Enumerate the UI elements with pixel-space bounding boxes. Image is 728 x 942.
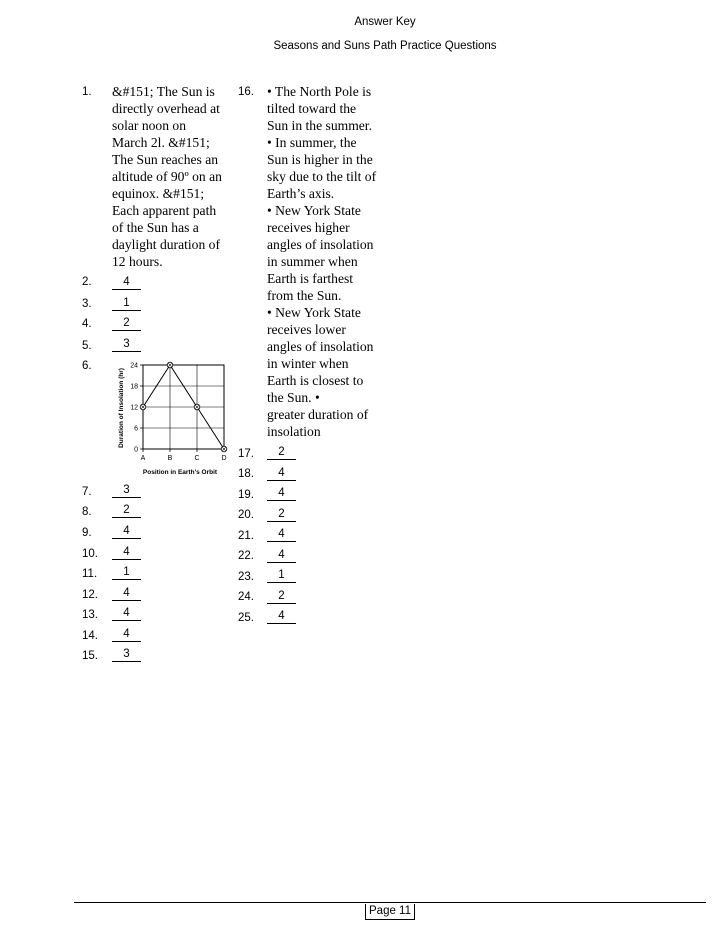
answer-14: 4 xyxy=(112,628,141,642)
q16-line: in summer when xyxy=(267,254,358,269)
chart-point xyxy=(221,446,227,452)
q16-line: receives higher xyxy=(267,220,350,235)
question-number-11: 11. xyxy=(82,568,98,580)
q1-line: directly overhead at xyxy=(112,101,220,116)
answer-5: 3 xyxy=(112,338,141,352)
chart-y-tick-labels xyxy=(130,362,138,453)
q16-line: • New York State xyxy=(267,203,361,218)
question-number-25: 25. xyxy=(238,612,254,624)
answer-12: 4 xyxy=(112,587,141,601)
question-number-15: 15. xyxy=(82,650,98,662)
chart-grid xyxy=(143,365,224,449)
answer-7: 3 xyxy=(112,484,141,498)
q16-line: Earth’s axis. xyxy=(267,186,335,201)
question-number-19: 19. xyxy=(238,489,254,501)
q16-line: Sun is higher in the xyxy=(267,152,373,167)
question-number-6: 6. xyxy=(82,360,92,372)
question-number-9: 9. xyxy=(82,527,92,539)
question-number-22: 22. xyxy=(238,550,254,562)
footer-rule xyxy=(74,902,706,903)
question-number-7: 7. xyxy=(82,486,92,498)
q16-line: Earth is farthest xyxy=(267,271,354,286)
question-number-21: 21. xyxy=(238,530,254,542)
answer-15: 3 xyxy=(112,648,141,662)
chart-point xyxy=(167,362,173,368)
question-number-20: 20. xyxy=(238,509,254,521)
question-number-4: 4. xyxy=(82,318,92,330)
chart-y-axis-label: Duration of Insolation (hr) xyxy=(118,368,125,448)
question-16-answer-text xyxy=(267,83,376,440)
chart-x-axis-label: Position in Earth's Orbit xyxy=(142,469,218,476)
q16-line: • The North Pole is xyxy=(267,84,372,99)
question-number-12: 12. xyxy=(82,589,98,601)
chart-x-tick-label: C xyxy=(194,455,200,462)
q16-line: from the Sun. xyxy=(267,288,342,303)
chart-point xyxy=(194,404,200,410)
question-number-2: 2. xyxy=(82,276,92,288)
question-number-1: 1. xyxy=(82,86,92,98)
chart-x-tick-label: A xyxy=(140,455,146,462)
q16-line: sky due to the tilt of xyxy=(267,169,377,184)
question-number-5: 5. xyxy=(82,340,92,352)
q16-line: the Sun. • xyxy=(267,390,320,405)
chart-axes xyxy=(140,365,224,452)
answer-2: 4 xyxy=(112,276,141,290)
answer-17: 2 xyxy=(267,446,296,460)
question-number-10: 10. xyxy=(82,548,98,560)
q16-line: Sun in the summer. xyxy=(267,118,372,133)
chart-y-tick-label: 24 xyxy=(130,362,138,370)
q1-line: &#151; The Sun is xyxy=(112,84,215,99)
page-title: Answer Key xyxy=(354,16,416,28)
answer-19: 4 xyxy=(267,487,296,501)
q1-line: March 2l. &#151; xyxy=(112,135,210,150)
answer-22: 4 xyxy=(267,549,296,563)
answer-18: 4 xyxy=(267,467,296,481)
question-number-16: 16. xyxy=(238,86,254,98)
q1-line: Each apparent path xyxy=(112,203,217,218)
question-number-3: 3. xyxy=(82,298,92,310)
question-number-18: 18. xyxy=(238,468,254,480)
page-subtitle: Seasons and Suns Path Practice Questions xyxy=(273,40,497,52)
page-number: Page 11 xyxy=(365,904,415,920)
q1-line: The Sun reaches an xyxy=(112,152,219,167)
q16-line: greater duration of xyxy=(267,407,369,422)
q1-line: of the Sun has a xyxy=(112,220,199,235)
answer-4: 2 xyxy=(112,317,141,331)
q16-line: in winter when xyxy=(267,356,349,371)
answer-3: 1 xyxy=(112,297,141,311)
q16-line: angles of insolation xyxy=(267,237,374,252)
insolation-chart xyxy=(110,356,236,478)
chart-x-tick-label: B xyxy=(167,455,173,462)
q1-line: daylight duration of xyxy=(112,237,220,252)
question-number-8: 8. xyxy=(82,506,92,518)
q16-line: • New York State xyxy=(267,305,361,320)
answer-13: 4 xyxy=(112,607,141,621)
question-number-13: 13. xyxy=(82,609,98,621)
answer-11: 1 xyxy=(112,566,141,580)
question-number-24: 24. xyxy=(238,591,254,603)
answer-25: 4 xyxy=(267,610,296,624)
q1-line: equinox. &#151; xyxy=(112,186,205,201)
answer-9: 4 xyxy=(112,525,141,539)
answer-21: 4 xyxy=(267,528,296,542)
question-number-23: 23. xyxy=(238,571,254,583)
q16-line: insolation xyxy=(267,424,321,439)
q16-line: receives lower xyxy=(267,322,346,337)
chart-x-tick-labels xyxy=(141,455,227,462)
answer-23: 1 xyxy=(267,569,296,583)
answer-24: 2 xyxy=(267,590,296,604)
q16-line: angles of insolation xyxy=(267,339,374,354)
question-1-answer-text xyxy=(112,83,222,270)
answer-20: 2 xyxy=(267,508,296,522)
chart-point xyxy=(140,404,146,410)
chart-y-tick-label: 6 xyxy=(134,425,138,433)
chart-x-tick-label: D xyxy=(221,455,227,462)
q16-line: Earth is closest to xyxy=(267,373,364,388)
q16-line: • In summer, the xyxy=(267,135,357,150)
answer-10: 4 xyxy=(112,546,141,560)
answer-8: 2 xyxy=(112,504,141,518)
chart-y-tick-label: 12 xyxy=(130,404,138,412)
chart-y-tick-label: 18 xyxy=(130,383,138,391)
chart-y-tick-label: 0 xyxy=(134,446,138,454)
q1-line: altitude of 90º on an xyxy=(112,169,222,184)
question-number-17: 17. xyxy=(238,448,254,460)
q1-line: solar noon on xyxy=(112,118,187,133)
question-number-14: 14. xyxy=(82,630,98,642)
q16-line: tilted toward the xyxy=(267,101,357,116)
q1-line: 12 hours. xyxy=(112,254,163,269)
